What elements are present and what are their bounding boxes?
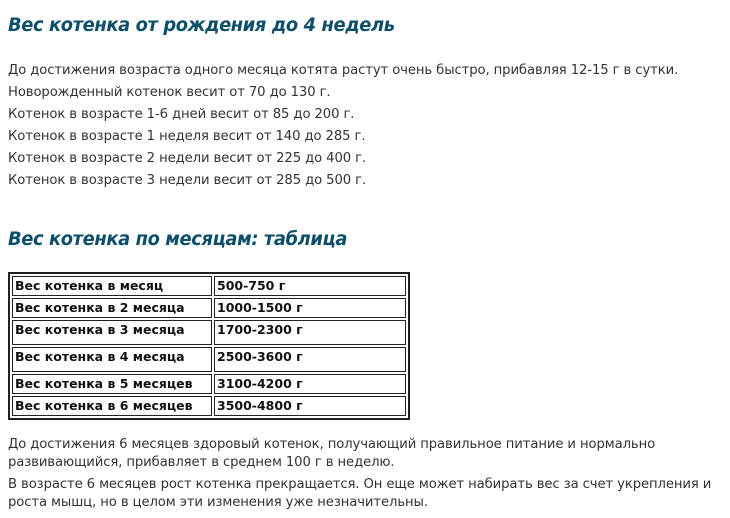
table-row (12, 374, 406, 394)
table-cell-value: 1000-1500 г (214, 298, 406, 318)
table-cell-value: 2500-3600 г (214, 347, 406, 372)
table-cell-label: Вес котенка в 4 месяца (12, 347, 212, 372)
paragraph-growth-stops: В возрасте 6 месяцев рост котенка прекращается. Он еще может набирать вес за счет укрепления и роста мышц, но в целом эти изменения уже незначительны. (8, 477, 712, 510)
table-row (12, 298, 406, 318)
table-cell-label: Вес котенка в месяц (12, 276, 212, 296)
table-row (12, 276, 406, 296)
paragraph-2-weeks-weight: Котенок в возрасте 2 недели весит от 225 до 400 г. (8, 151, 367, 166)
section-heading-monthly-table: Вес котенка по месяцам: таблица (8, 228, 348, 250)
intro-text-block (8, 60, 723, 192)
paragraph-3-weeks-weight: Котенок в возрасте 3 недели весит от 285 до 500 г. (8, 173, 367, 188)
table-row (12, 320, 406, 345)
outro-text-block (8, 436, 723, 516)
table-cell-label: Вес котенка в 2 месяца (12, 298, 212, 318)
paragraph-growth-rate: До достижения возраста одного месяца котята растут очень быстро, прибавляя 12-15 г в сутки. (8, 63, 679, 78)
table-cell-label: Вес котенка в 5 месяцев (12, 374, 212, 394)
paragraph-6-month-gain: До достижения 6 месяцев здоровый котенок, получающий правильное питание и нормально развивающийся, прибавляет в среднем 100 г в неделю. (8, 437, 656, 470)
table-cell-label: Вес котенка в 3 месяца (12, 320, 212, 345)
section-heading-birth-to-4-weeks: Вес котенка от рождения до 4 недель (8, 14, 395, 36)
table-cell-value: 500-750 г (214, 276, 406, 296)
table-cell-value: 3100-4200 г (214, 374, 406, 394)
paragraph-1-week-weight: Котенок в возрасте 1 неделя весит от 140 до 285 г. (8, 129, 366, 144)
table-row (12, 347, 406, 372)
paragraph-newborn-weight: Новорожденный котенок весит от 70 до 130 г. (8, 85, 331, 100)
table-cell-value: 3500-4800 г (214, 396, 406, 416)
table-cell-label: Вес котенка в 6 месяцев (12, 396, 212, 416)
table-row (12, 396, 406, 416)
paragraph-1-6-days-weight: Котенок в возрасте 1-6 дней весит от 85 до 200 г. (8, 107, 355, 122)
weight-by-month-table (8, 272, 410, 420)
table-cell-value: 1700-2300 г (214, 320, 406, 345)
